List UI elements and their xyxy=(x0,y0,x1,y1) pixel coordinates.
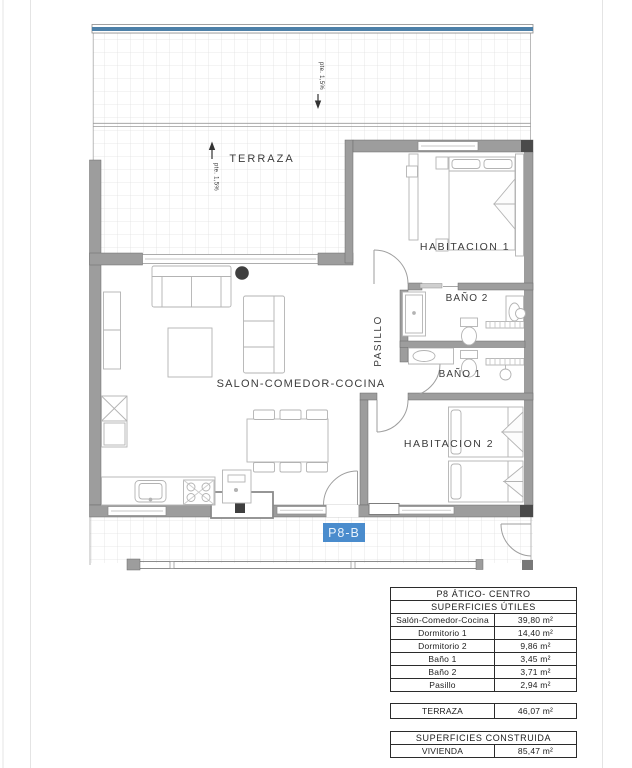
slope-note-top-text: pte. 1,5% xyxy=(318,62,324,91)
row-label: Salón-Comedor-Cocina xyxy=(391,614,495,626)
glass-railing xyxy=(92,25,533,34)
table-row xyxy=(391,652,576,665)
table-row xyxy=(391,744,576,757)
table-title: P8 ÁTICO- CENTRO xyxy=(436,589,531,599)
row-value: 46,07 m² xyxy=(517,706,554,716)
room-label-habitacion2: HABITACION 2 xyxy=(403,438,495,450)
built-areas-table xyxy=(390,731,577,758)
table-row xyxy=(391,626,576,639)
row-label: VIVIENDA xyxy=(391,745,495,757)
row-value: 2,94 m² xyxy=(520,680,551,690)
table-title: SUPERFICIES CONSTRUIDA xyxy=(415,733,552,743)
room-label-bano2: BAÑO 2 xyxy=(445,293,489,304)
unit-badge xyxy=(323,523,365,542)
row-value: 3,71 m² xyxy=(520,667,551,677)
area-tables xyxy=(390,587,577,758)
table-row xyxy=(391,678,576,691)
row-value: 39,80 m² xyxy=(517,615,554,625)
table-row xyxy=(391,613,576,626)
row-label: TERRAZA xyxy=(391,704,495,718)
room-label-habitacion1: HABITACION 1 xyxy=(419,241,511,253)
row-value: 14,40 m² xyxy=(517,628,554,638)
furniture-habitacion2 xyxy=(449,407,524,502)
row-label: Dormitorio 2 xyxy=(391,640,495,652)
room-label-terraza: TERRAZA xyxy=(229,153,295,165)
table-row xyxy=(391,665,576,678)
row-label: Pasillo xyxy=(391,679,495,691)
row-label: Baño 2 xyxy=(391,666,495,678)
unit-badge-text: P8-B xyxy=(328,526,360,540)
row-label: Dormitorio 1 xyxy=(391,627,495,639)
terraza-table xyxy=(390,703,577,719)
slope-note-terrace-text: pte. 1,5% xyxy=(212,163,219,192)
row-value: 3,45 m² xyxy=(520,654,551,664)
table-row xyxy=(391,704,576,718)
room-label-bano1: BAÑO 1 xyxy=(438,369,482,380)
room-label-salon: SALON-COMEDOR-COCINA xyxy=(216,378,386,390)
row-value: 9,86 m² xyxy=(520,641,551,651)
table-row xyxy=(391,639,576,652)
row-value: 85,47 m² xyxy=(517,746,554,756)
room-label-pasillo: PASILLO xyxy=(373,315,384,367)
sliding-door-bano2 xyxy=(420,284,458,289)
useful-areas-table xyxy=(390,587,577,692)
furniture-kitchen xyxy=(102,396,216,505)
row-label: Baño 1 xyxy=(391,653,495,665)
table-subtitle: SUPERFICIES ÚTILES xyxy=(391,600,576,613)
